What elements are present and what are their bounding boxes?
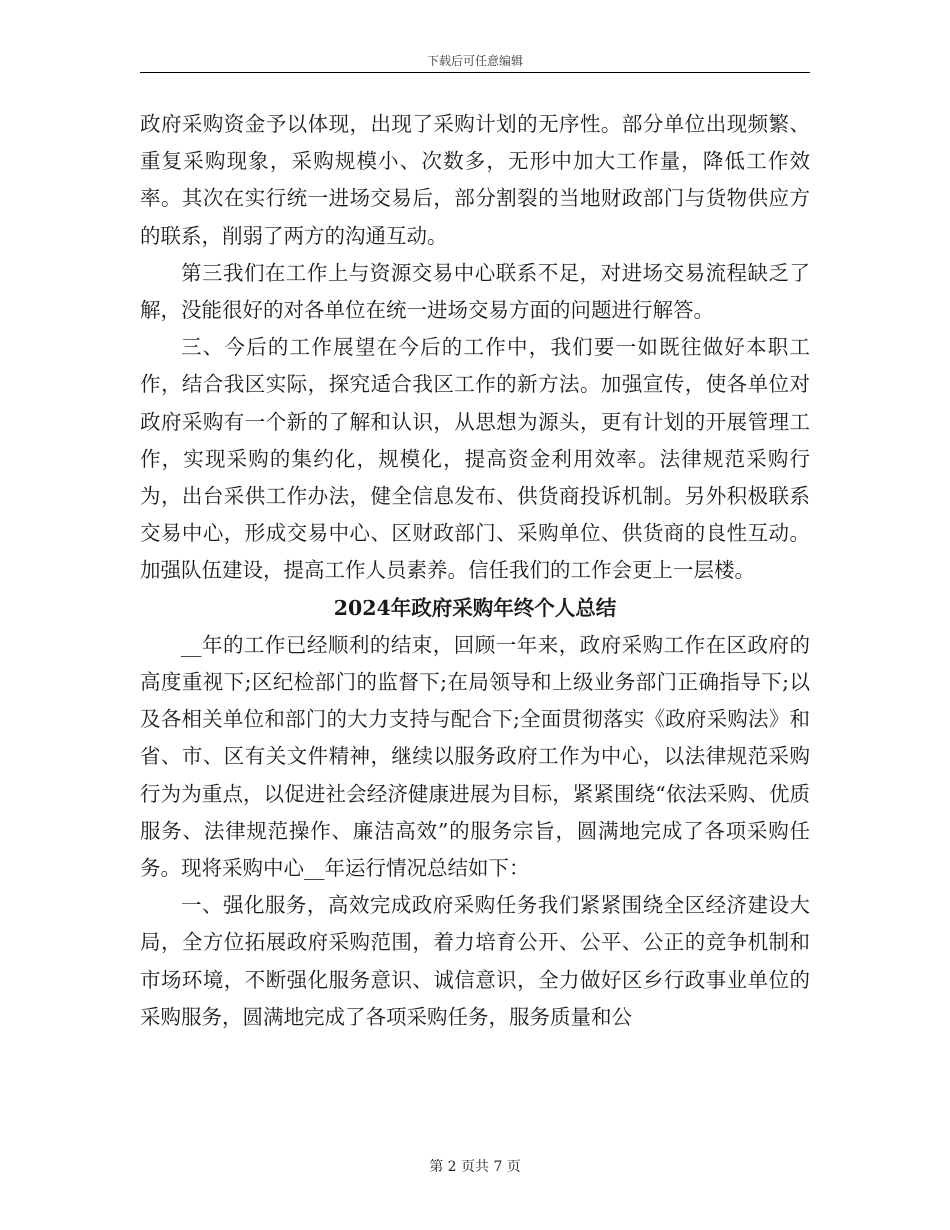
header-divider — [140, 72, 810, 73]
body-paragraph: 第三我们在工作上与资源交易中心联系不足，对进场交易流程缺乏了解，没能很好的对各单位在统一进场交易方面的问题进行解答。 — [140, 260, 810, 323]
document-body — [140, 106, 810, 1036]
section-paragraph: __年的工作已经顺利的结束，回顾一年来，政府采购工作在区政府的高度重视下;区纪检部门的监督下;在局领导和上级业务部门正确指导下;以及各相关单位和部门的大力支持与配合下;全面贯彻落实《政府采购法》和省、市、区有关文件精神，继续以服务政府工作为中心，以法律规范采购行为为重点，以促进社会经济健康进展为目标，紧紧围绕“依法采购、优质服务、法律规范操作、廉洁高效”的服务宗旨，圆满地完成了各项采购任务。现将采购中心__年运行情况总结如下： — [140, 632, 810, 881]
section-title: 2024年政府采购年终个人总结 — [333, 595, 617, 620]
body-paragraph: 三、今后的工作展望在今后的工作中，我们要一如既往做好本职工作，结合我区实际，探究适合我区工作的新方法。加强宣传，使各单位对政府采购有一个新的了解和认识，从思想为源头，更有计划的开展管理工作，实现采购的集约化，规模化，提高资金利用效率。法律规范采购行为，出台采供工作办法，健全信息发布、供货商投诉机制。另外积极联系交易中心，形成交易中心、区财政部门、采购单位、供货商的良性互动。加强队伍建设，提高工作人员素养。信任我们的工作会更上一层楼。 — [140, 335, 810, 583]
page-header-note: 下载后可任意编辑 — [426, 54, 523, 68]
page-number: 第 2 页共 7 页 — [429, 1159, 521, 1175]
body-paragraph-continued: 政府采购资金予以体现，出现了采购计划的无序性。部分单位出现频繁、重复采购现象，采购规模小、次数多，无形中加大工作量，降低工作效率。其次在实行统一进场交易后，部分割裂的当地财政部门与货物供应方的联系，削弱了两方的沟通互动。 — [140, 112, 810, 248]
section-paragraph: 一、强化服务，高效完成政府采购任务我们紧紧围绕全区经济建设大局，全方位拓展政府采购范围，着力培育公开、公平、公正的竞争机制和市场环境，不断强化服务意识、诚信意识，全力做好区乡行政事业单位的采购服务，圆满地完成了各项采购任务，服务质量和公 — [140, 893, 810, 1029]
